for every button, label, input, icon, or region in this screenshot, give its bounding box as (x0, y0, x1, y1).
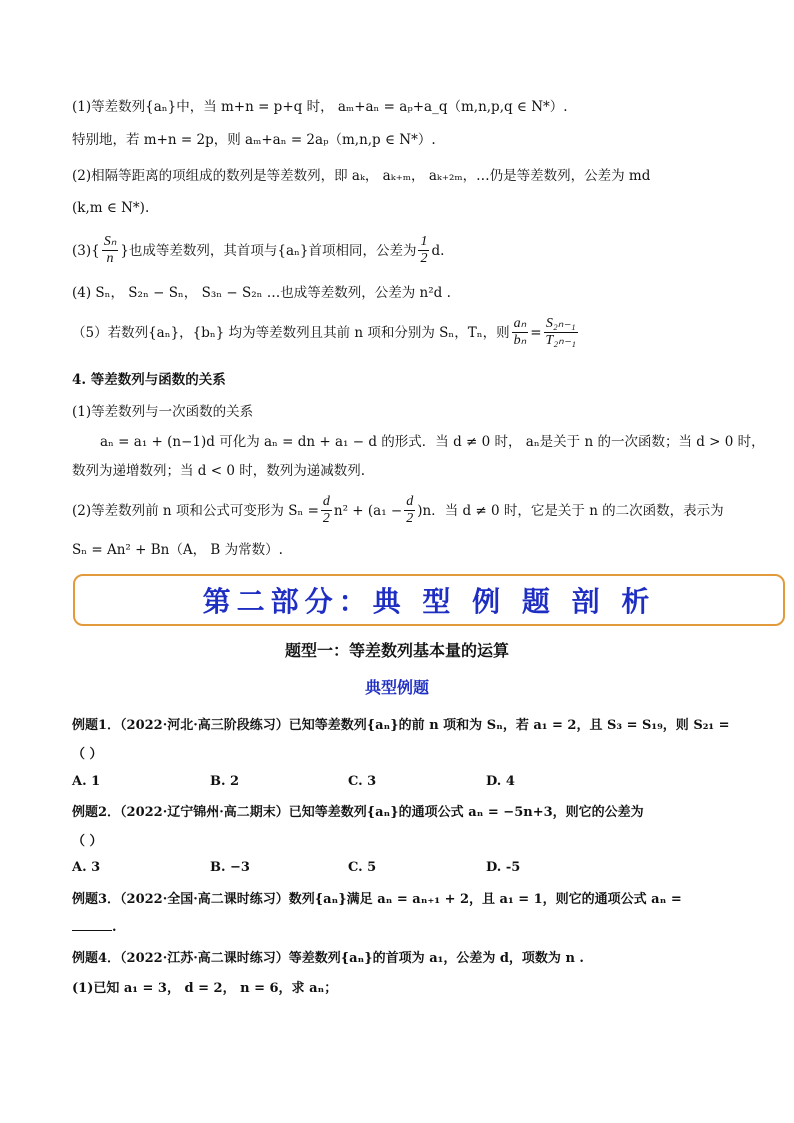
fraction-denominator: 2 (420, 251, 428, 266)
section-4-item-1-text-continued: 数列为递增数列；当 d < 0 时，数列为递减数列. (72, 463, 365, 479)
answer-end: . (112, 920, 117, 935)
fraction-numerator: aₙ (513, 316, 527, 331)
example-4-part-1: (1)已知 a₁ = 3， d = 2， n = 6，求 aₙ； (72, 981, 338, 996)
option-c[interactable]: C. 5 (348, 860, 377, 875)
option-a[interactable]: A. 1 (72, 774, 101, 789)
property-2: (2)相隔等距离的项组成的数列是等差数列，即 aₖ， aₖ₊ₘ， aₖ₊₂ₘ，…仍是等差数列，公差为 md (72, 168, 651, 184)
option-b[interactable]: B. −3 (210, 860, 250, 875)
section-4-item-2-text: (2)等差数列前 n 项和公式可变形为 Sₙ = (72, 502, 319, 519)
section-4-item-2 (72, 494, 734, 527)
fraction-denominator: 2 (322, 511, 330, 526)
s-over-t-fraction (544, 316, 579, 349)
example-2-question: 例题2．（2022·辽宁锦州·高二期末）已知等差数列{aₙ}的通项公式 aₙ = −5n+3，则它的公差为 (72, 805, 644, 820)
property-5: （5）若数列{aₙ}，{bₙ} 均为等差数列且其前 n 项和分别为 Sₙ，Tₙ，则 $\frac{\text{aₙ}}{\text{bₙ}}$ = $\frac{\text{S₂ₙ₋₁}}{\text{T₂ₙ₋₁}}$ (72, 316, 576, 348)
fraction-numerator: Sₙ (103, 234, 117, 249)
section-4-heading: 4. 等差数列与函数的关系 (72, 372, 226, 388)
property-4: (4) Sₙ， S₂ₙ − Sₙ， S₃ₙ − S₂ₙ …也成等差数列，公差为 n²d . (72, 285, 451, 301)
example-4-question: 例题4．（2022·江苏·高二课时练习）等差数列{aₙ}的首项为 a₁，公差为 d，项数为 n . (72, 951, 584, 966)
section-4-item-1-title: (1)等差数列与一次函数的关系 (72, 404, 254, 420)
option-d[interactable]: D. 4 (486, 774, 515, 789)
half-fraction (418, 234, 429, 267)
type-1-heading: 题型一：等差数列基本量的运算 (284, 641, 509, 660)
part-two-banner (73, 574, 785, 626)
typical-examples-heading: 典型例题 (364, 678, 429, 697)
section-4-item-2-formula: Sₙ = An² + Bn（A， B 为常数）. (72, 542, 283, 558)
property-1-special-case: 特别地，若 m+n = 2p，则 aₘ+aₙ = 2aₚ（m,n,p ∈ N*）. (72, 132, 436, 148)
option-a[interactable]: A. 3 (72, 860, 101, 875)
answer-blank[interactable] (72, 918, 112, 931)
option-c[interactable]: C. 3 (348, 774, 377, 789)
property-3-label: (3) (72, 242, 92, 259)
example-3-question: 例题3．（2022·全国·高二课时练习）数列{aₙ}满足 aₙ = aₙ₊₁ + 2，且 a₁ = 1，则它的通项公式 aₙ = (72, 892, 682, 907)
option-d[interactable]: D. -5 (486, 860, 521, 875)
property-3-text: 也成等差数列，其首项与{aₙ}首项相同，公差为 (128, 242, 417, 259)
sn-over-n-fraction (102, 234, 119, 267)
property-1: (1)等差数列{aₙ}中，当 m+n = p+q 时， aₘ+aₙ = aₚ+a_q（m,n,p,q ∈ N*）. (72, 99, 568, 115)
fraction-denominator: n (106, 251, 114, 266)
fraction-denominator: T₂ₙ₋₁ (545, 333, 576, 348)
example-1-question: 例题1．（2022·河北·高三阶段练习）已知等差数列{aₙ}的前 n 项和为 Sₙ，若 a₁ = 2，且 S₃ = S₁₉，则 S₂₁ = (72, 718, 730, 733)
example-2-options (72, 860, 732, 880)
option-b[interactable]: B. 2 (210, 774, 240, 789)
fraction-numerator: 1 (420, 234, 428, 249)
example-3-answer-line (72, 918, 734, 938)
example-2-answer-paren: （ ） (72, 834, 103, 849)
fraction-numerator: d (322, 494, 330, 509)
example-1-options (72, 774, 732, 794)
fraction-numerator: S₂ₙ₋₁ (545, 316, 576, 331)
fraction-denominator: 2 (406, 511, 414, 526)
example-1-answer-paren: （ ） (72, 747, 103, 762)
an-over-bn-fraction (512, 316, 529, 349)
d-over-2-fraction (404, 494, 415, 527)
section-4-item-2-mid: n² + (a₁ − (333, 502, 403, 519)
property-3-end: d. (431, 242, 445, 259)
section-4-item-2-end: )n．当 d ≠ 0 时，它是关于 n 的二次函数，表示为 (417, 502, 724, 519)
property-3: (3) { $\frac{\text{Sₙ}}{n}$ } 也成等差数列，其首项与{aₙ}首项相同，公差为 $\frac{1}{2}$ d. (72, 234, 445, 266)
banner-title: 第二部分：典 型 例 题 剖 析 (202, 585, 656, 618)
fraction-numerator: d (406, 494, 414, 509)
property-5-text: （5）若数列{aₙ}，{bₙ} 均为等差数列且其前 n 项和分别为 Sₙ，Tₙ，则 (72, 324, 510, 341)
d-over-2-fraction (321, 494, 332, 527)
fraction-denominator: bₙ (513, 333, 527, 348)
section-4-item-1-text: aₙ = a₁ + (n−1)d 可化为 aₙ = dn + a₁ − d 的形式．当 d ≠ 0 时， aₙ是关于 n 的一次函数；当 d > 0 时， (100, 434, 765, 450)
property-2-condition: (k,m ∈ N*). (72, 200, 150, 216)
